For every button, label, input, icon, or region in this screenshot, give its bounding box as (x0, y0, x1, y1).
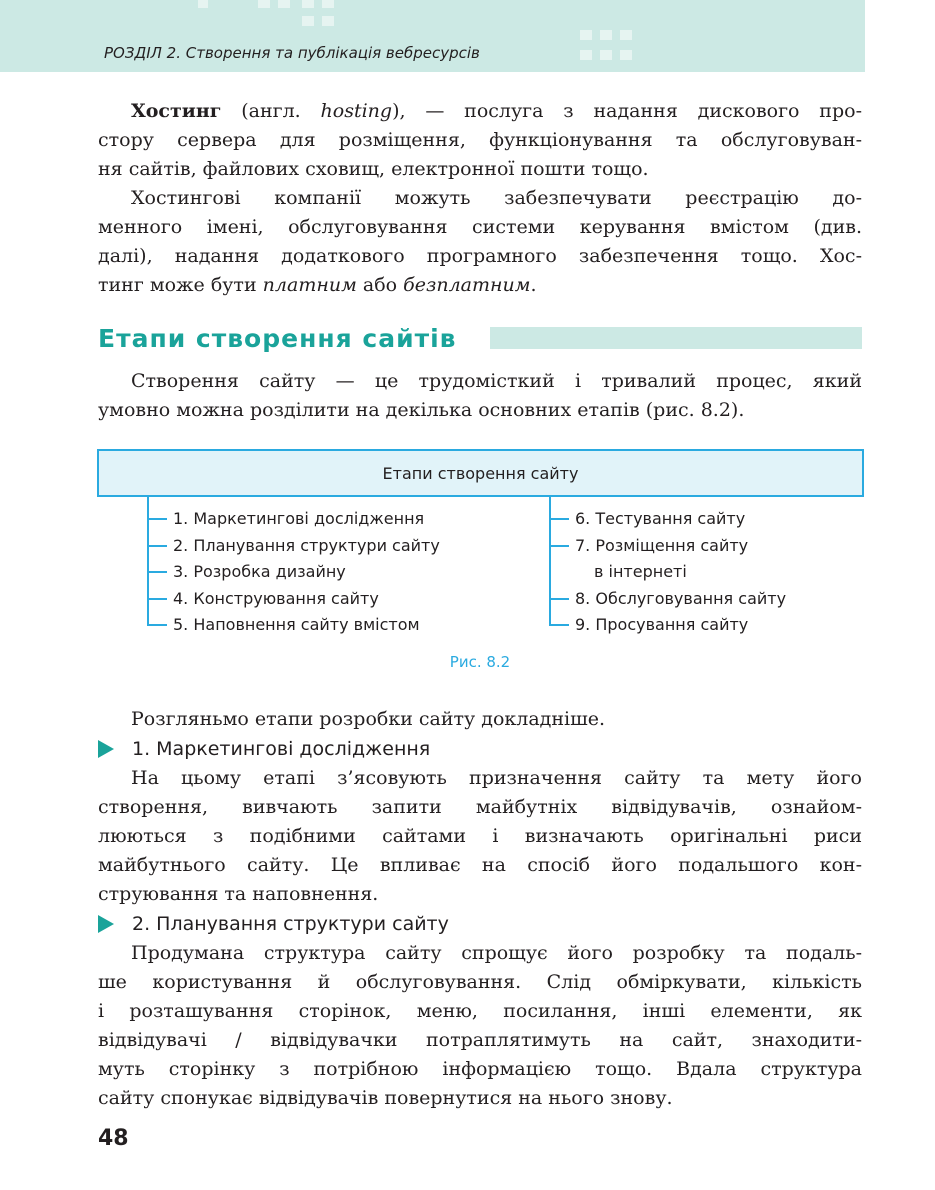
subheading-label: 1. Маркетингові дослідження (132, 738, 431, 760)
paragraph-line: сайту спонукає відвідувачів повернутися на нього знову. (98, 1087, 673, 1109)
figure-caption: Рис. 8.2 (449, 653, 511, 671)
paragraph-line: відвідувачі / відвідувачки потраплятимуть на сайт, знаходити- (98, 1029, 862, 1051)
paragraph-line: умовно можна розділити на декілька основних етапів (рис. 8.2). (98, 399, 745, 421)
tree-branch (147, 571, 167, 573)
hosting-definition-paragraph (98, 97, 862, 184)
decor-square (302, 0, 314, 8)
triangle-arrow-icon (98, 740, 114, 758)
paragraph-line: стору сервера для розміщення, функціонування та обслуговуван- (98, 129, 862, 151)
paragraph-line: менного імені, обслуговування системи керування вмістом (див. (98, 216, 862, 238)
stage-item: 7. Розміщення сайту (575, 536, 749, 555)
diagram-title-box (97, 449, 864, 497)
paragraph-line (98, 271, 862, 300)
paragraph-line: далі), надання додаткового програмного забезпечення тощо. Хос- (98, 245, 862, 267)
paragraph-line: і розташування сторінок, меню, посилання, інші елементи, як (98, 1000, 862, 1022)
running-head: РОЗДІЛ 2. Створення та публікація вебресурсів (104, 44, 480, 62)
stage-item: 6. Тестування сайту (575, 509, 746, 528)
decor-square (580, 30, 592, 40)
text-span: (англ. (221, 100, 321, 122)
paragraph-line: створення, вивчають запити майбутніх відвідувачів, ознайом- (98, 796, 862, 818)
decor-square (600, 30, 612, 40)
paragraph-line: Хостингові компанії можуть забезпечувати реєстрацію до- (131, 187, 862, 209)
paragraph-line: струювання та наповнення. (98, 883, 379, 905)
text-span: тинг може бути (98, 274, 263, 296)
decor-square (580, 50, 592, 60)
decor-square (322, 16, 334, 26)
decor-square (258, 0, 270, 8)
text-span: ), — послуга з надання дискового про- (392, 100, 862, 122)
decor-square (600, 50, 612, 60)
tree-branch (549, 518, 569, 520)
stage-item: 5. Наповнення сайту вмістом (173, 615, 420, 634)
triangle-arrow-icon (98, 915, 114, 933)
hosting-companies-paragraph (98, 184, 862, 300)
subheading-label: 2. Планування структури сайту (132, 913, 449, 935)
decor-square (322, 0, 334, 8)
tree-branch (147, 624, 167, 626)
tree-branch (549, 545, 569, 547)
paragraph-line: Розгляньмо етапи розробки сайту докладніше. (131, 708, 606, 730)
decor-square (278, 0, 290, 8)
paragraph-line: ше користування й обслуговування. Слід обміркувати, кількість (98, 971, 862, 993)
stage-item: 1. Маркетингові дослідження (173, 509, 425, 528)
paragraph-line: Створення сайту — це трудомісткий і тривалий процес, який (131, 370, 862, 392)
decor-square (620, 30, 632, 40)
italic-term: безплатним (403, 274, 531, 296)
paragraph-line: майбутнього сайту. Це впливає на спосіб його подальшого кон- (98, 854, 862, 876)
paragraph-line: ня сайтів, файлових сховищ, електронної пошти тощо. (98, 158, 649, 180)
paragraph-line: люються з подібними сайтами і визначають оригінальні риси (98, 825, 862, 847)
marketing-paragraph (98, 764, 862, 909)
text-span: . (530, 274, 537, 296)
diagram-title: Етапи створення сайту (382, 463, 579, 483)
stage-item: 3. Розробка дизайну (173, 562, 346, 581)
page-number: 48 (98, 1126, 129, 1151)
decor-square (198, 0, 208, 8)
section-title: Етапи створення сайтів (98, 324, 457, 353)
paragraph-line: Продумана структура сайту спрощує його розробку та подаль- (131, 942, 862, 964)
english-term: hosting (320, 100, 393, 122)
decor-square (302, 16, 314, 26)
details-intro-paragraph (98, 705, 862, 734)
structure-paragraph (98, 939, 862, 1113)
italic-term: платним (262, 274, 357, 296)
subheading-structure (98, 913, 449, 935)
stage-item: 8. Обслуговування сайту (575, 589, 787, 608)
section-title-bar (490, 327, 862, 349)
tree-connector-left (147, 495, 149, 625)
tree-branch (147, 545, 167, 547)
tree-branch (549, 624, 569, 626)
paragraph-line (98, 97, 862, 126)
stage-item: 9. Просування сайту (575, 615, 749, 634)
stage-item-continuation: в інтернеті (594, 562, 687, 581)
section-intro-paragraph (98, 367, 862, 425)
tree-connector-right (549, 495, 551, 625)
stage-item: 2. Планування структури сайту (173, 536, 440, 555)
subheading-marketing (98, 738, 430, 760)
term-hosting: Хостинг (131, 100, 222, 122)
tree-branch (549, 598, 569, 600)
stage-item: 4. Конструювання сайту (173, 589, 379, 608)
paragraph-line: муть сторінку з потрібною інформацією тощо. Вдала структура (98, 1058, 862, 1080)
decor-square (620, 50, 632, 60)
tree-branch (147, 598, 167, 600)
text-span: або (356, 274, 404, 296)
tree-branch (147, 518, 167, 520)
paragraph-line: На цьому етапі з’ясовують призначення сайту та мету його (131, 767, 862, 789)
